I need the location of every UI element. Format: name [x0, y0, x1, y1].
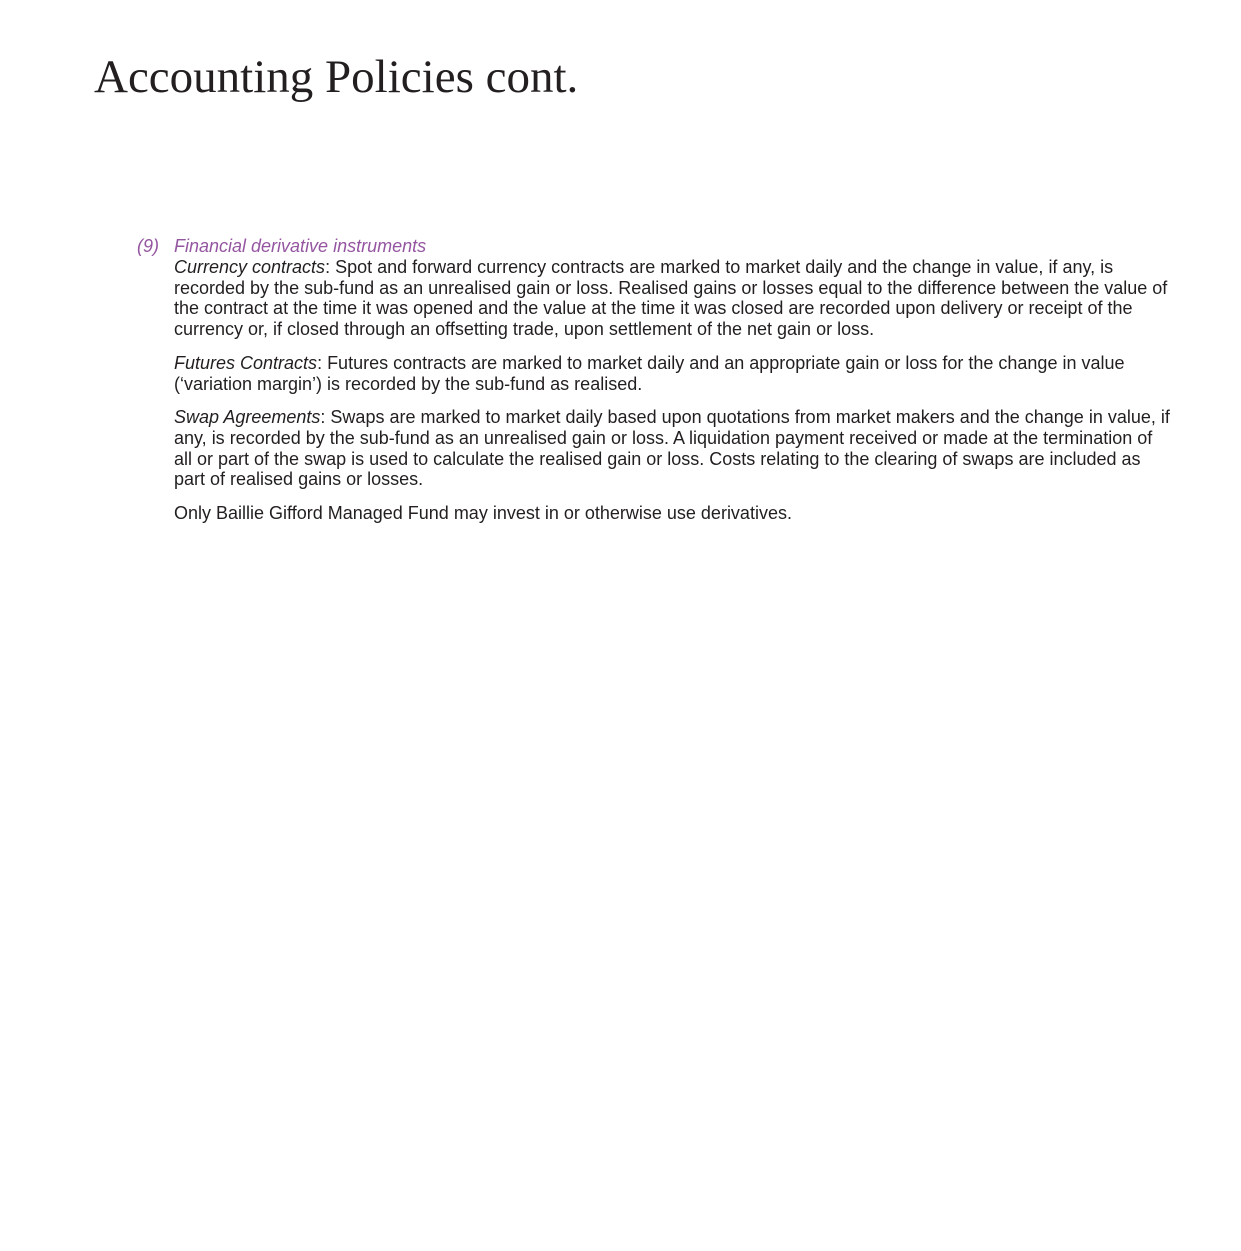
section-title: Financial derivative instruments [174, 236, 427, 256]
term-currency-contracts: Currency contracts [174, 257, 326, 277]
paragraph-swap-agreements [174, 407, 1174, 490]
paragraph-text: : Futures contracts are marked to market daily and an appropriate gain or loss for the change in value (‘variation margin’) is recorded by the sub-fund as realised. [174, 352, 1125, 394]
paragraph-currency-contracts [174, 257, 1174, 340]
section-number: (9) [137, 236, 159, 256]
policy-section-derivatives [137, 235, 1177, 537]
paragraph-text: : Swaps are marked to market daily based upon quotations from market makers and the change in value, if any, is recorded by the sub-fund as an unrealised gain or loss. A liquidation payment received or made at the termination of all or part of the swap is used to calculate the realised gain or loss. Costs relating to the clearing of swaps are included as part of realised gains or losses. [174, 407, 1170, 490]
section-body [174, 257, 1174, 524]
paragraph-text: : Spot and forward currency contracts are marked to market daily and the change in value, if any, is recorded by the sub-fund as an unrealised gain or loss. Realised gains or losses equal to the difference between the value of the contract at the time it was opened and the value at the time it was closed are recorded upon delivery or receipt of the currency or, if closed through an offsetting trade, upon settlement of the net gain or loss. [174, 257, 1168, 340]
section-heading [137, 235, 1177, 257]
paragraph-derivatives-usage [174, 503, 1174, 524]
term-swap-agreements: Swap Agreements [174, 407, 321, 428]
page-title: Accounting Policies cont. [94, 51, 579, 103]
paragraph-text: Only Baillie Gifford Managed Fund may invest in or otherwise use derivatives. [174, 503, 792, 524]
term-futures-contracts: Futures Contracts [174, 352, 318, 373]
paragraph-futures-contracts [174, 353, 1174, 394]
